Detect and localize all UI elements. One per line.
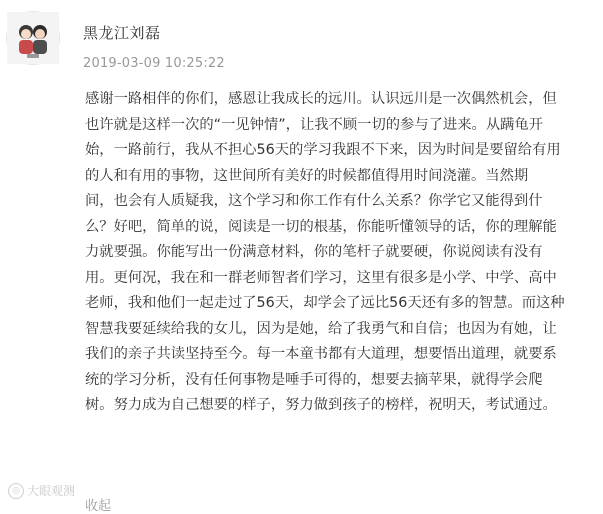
post-body bbox=[85, 87, 590, 419]
post-line: 我们的亲子共读坚持至今。每一本童书都有大道理，想要悟出道理，就要系 bbox=[85, 346, 557, 362]
author-avatar[interactable] bbox=[6, 11, 60, 65]
author-name[interactable]: 黑龙江刘磊 bbox=[83, 24, 161, 42]
post-line: 用。更何况，我在和一群老师智者们学习，这里有很多是小学、中学、高中 bbox=[85, 269, 557, 286]
post-line: 的人和有用的事物，这世间所有美好的时候都值得用时间浇灌。当然期 bbox=[85, 167, 529, 184]
post-line: 感谢一路相伴的你们，感恩让我成长的远川。认识远川是一次偶然机会，但 bbox=[85, 91, 557, 107]
avatar-illustration bbox=[7, 12, 59, 64]
collapse-link[interactable]: 收起 bbox=[85, 499, 112, 514]
watermark bbox=[8, 482, 75, 499]
post-line: 始，一路前行，我从不担心56天的学习我跟不下来，因为时间是要留给有用 bbox=[85, 142, 561, 158]
post-timestamp: 2019-03-09 10:25:22 bbox=[83, 56, 225, 71]
post-line: 树。努力成为自己想要的样子，努力做到孩子的榜样，祝明天，考试通过。 bbox=[85, 397, 557, 413]
post-line: 间，也会有人质疑我，这个学习和你工作有什么关系？你学它又能得到什 bbox=[85, 193, 543, 209]
watermark-text: 大眼观测 bbox=[27, 484, 76, 498]
post-line: 统的学习分析，没有任何事物是唾手可得的，想要去摘苹果，就得学会爬 bbox=[85, 371, 543, 388]
post-line: 也许就是这样一次的“一见钟情”，让我不顾一切的参与了进来。从蹒龟开 bbox=[85, 116, 544, 133]
post-line: 智慧我要延续给我的女儿，因为是她，给了我勇气和自信；也因为有她，让 bbox=[85, 320, 557, 337]
post-line: 力就要强。你能写出一份满意材料，你的笔杆子就要硬，你说阅读有没有 bbox=[85, 244, 543, 260]
post-line: 老师，我和他们一起走过了56天，却学会了远比56天还有多的智慧。而这种 bbox=[85, 295, 565, 311]
watermark-icon: ◎ bbox=[8, 483, 24, 499]
post-line: 么？好吧，简单的说，阅读是一切的根基，你能听懂领导的话，你的理解能 bbox=[85, 218, 557, 235]
